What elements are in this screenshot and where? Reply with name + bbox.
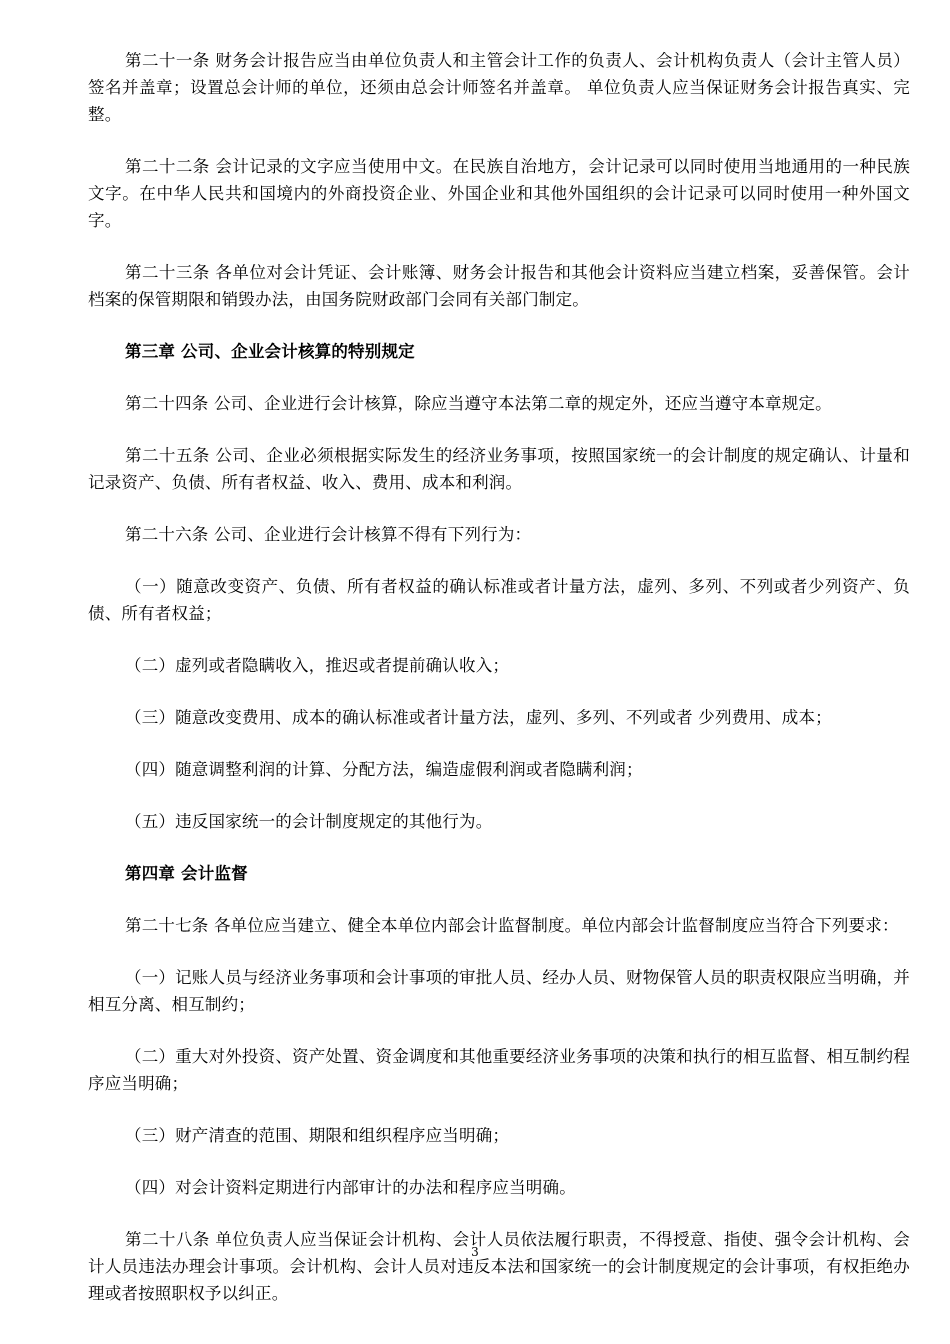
article-26-item-4: （四）随意调整利润的计算、分配方法，编造虚假利润或者隐瞒利润；: [125, 760, 643, 779]
article-22: 第二十二条 会计记录的文字应当使用中文。在民族自治地方，会计记录可以同时使用当地通用的一种民族文字。在中华人民共和国境内的外商投资企业、外国企业和其他外国组织的会计记录可以同时使用一种外国文字。: [88, 157, 910, 230]
article-25: 第二十五条 公司、企业必须根据实际发生的经济业务事项，按照国家统一的会计制度的规定确认、计量和记录资产、负债、所有者权益、收入、费用、成本和利润。: [88, 446, 910, 492]
article-26-item-3: （三）随意改变费用、成本的确认标准或者计量方法，虚列、多列、不列或者 少列费用、成本；: [125, 708, 832, 727]
article-28: 第二十八条 单位负责人应当保证会计机构、会计人员依法履行职责，不得授意、指使、强令会计机构、会计人员违法办理会计事项。会计机构、会计人员对违反本法和国家统一的会计制度规定的会计事项，有权拒绝办理或者按照职权予以纠正。: [88, 1230, 910, 1303]
article-26: 第二十六条 公司、企业进行会计核算不得有下列行为：: [125, 525, 532, 544]
article-27-item-4: （四）对会计资料定期进行内部审计的办法和程序应当明确。: [125, 1178, 576, 1197]
article-23: 第二十三条 各单位对会计凭证、会计账簿、财务会计报告和其他会计资料应当建立档案，妥善保管。会计档案的保管期限和销毁办法，由国务院财政部门会同有关部门制定。: [88, 263, 910, 309]
article-26-item-2: （二）虚列或者隐瞒收入，推迟或者提前确认收入；: [125, 656, 510, 675]
article-26-item-1: （一）随意改变资产、负债、所有者权益的确认标准或者计量方法，虚列、多列、不列或者少列资产、负债、所有者权益；: [88, 577, 910, 623]
article-27-item-3: （三）财产清查的范围、期限和组织程序应当明确；: [125, 1126, 510, 1145]
document-body: [88, 47, 910, 1332]
article-26-item-5: （五）违反国家统一的会计制度规定的其他行为。: [125, 812, 493, 831]
article-27-item-1: （一）记账人员与经济业务事项和会计事项的审批人员、经办人员、财物保管人员的职责权限应当明确，并相互分离、相互制约；: [88, 968, 910, 1014]
article-27: 第二十七条 各单位应当建立、健全本单位内部会计监督制度。单位内部会计监督制度应当符合下列要求：: [125, 916, 899, 935]
article-24: 第二十四条 公司、企业进行会计核算，除应当遵守本法第二章的规定外，还应当遵守本章规定。: [125, 394, 832, 413]
page-number: 3: [471, 1245, 479, 1259]
article-27-item-2: （二）重大对外投资、资产处置、资金调度和其他重要经济业务事项的决策和执行的相互监督、相互制约程序应当明确；: [88, 1047, 910, 1093]
article-21: 第二十一条 财务会计报告应当由单位负责人和主管会计工作的负责人、会计机构负责人（会计主管人员）签名并盖章；设置总会计师的单位，还须由总会计师签名并盖章。 单位负责人应当保证财务会计报告真实、完整。: [88, 51, 910, 124]
chapter-4-heading: 第四章 会计监督: [125, 864, 248, 883]
chapter-3-heading: 第三章 公司、企业会计核算的特别规定: [125, 342, 415, 361]
